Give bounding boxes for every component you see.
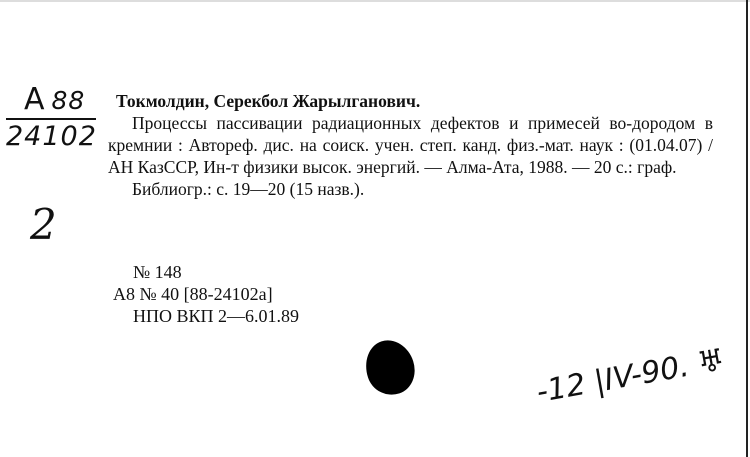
handwritten-date: -12 |IV-90. ♅: [533, 342, 728, 410]
shelf-mark-digits: 88: [51, 86, 86, 115]
ink-blot: [359, 334, 422, 401]
shelf-mark-top: [24, 82, 85, 117]
title-description: Процессы пассивации радиационных дефектов и примесей во-дородом в кремнии : Автореф. дис. на соиск. учен. степ. канд. физ.-мат. наук : (01.04.07) / АН КазССР, Ин-т физики высок. энергий. — Алма-Ата, 1988. — 20 с.: граф.: [108, 113, 713, 177]
accession-notes: [113, 261, 299, 327]
bibliography-note: Библиогр.: с. 19—20 (15 назв.).: [132, 179, 365, 199]
shelf-mark-divider: [6, 118, 96, 120]
shelf-mark-letter: A: [24, 82, 46, 117]
card-right-edge: [746, 0, 748, 457]
record-body: [108, 90, 713, 200]
note-registry: НПО ВКП 2—6.01.89: [133, 306, 300, 326]
note-accession: А8 № 40 [88-24102а]: [113, 284, 273, 304]
handwritten-mark: 2: [30, 200, 57, 249]
card-top-edge: [0, 0, 750, 2]
shelf-mark-bottom: 24102: [6, 121, 97, 152]
note-number: № 148: [133, 262, 182, 282]
author-heading: Токмолдин, Серекбол Жарылганович.: [116, 91, 421, 111]
